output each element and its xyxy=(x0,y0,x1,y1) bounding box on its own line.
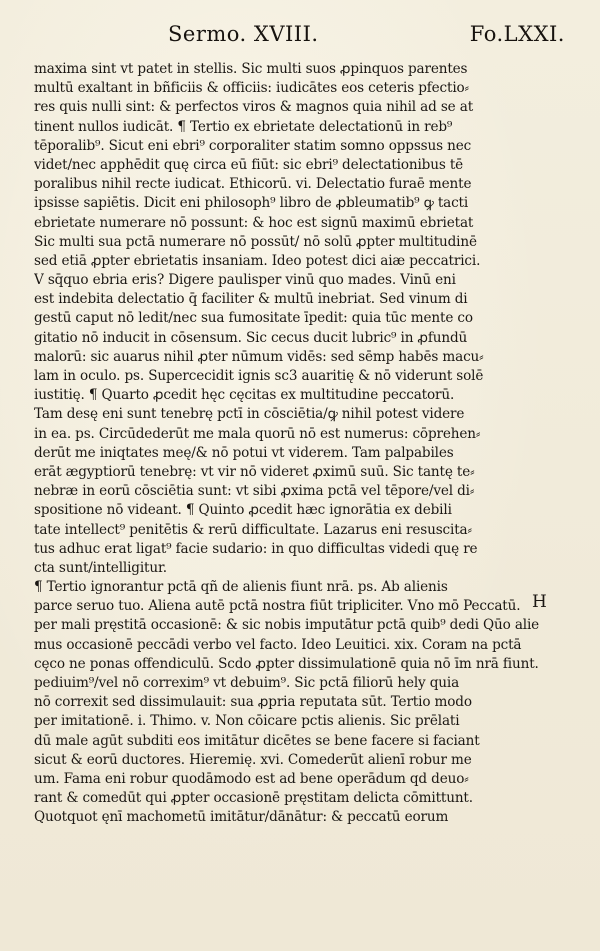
text-line: per imitationē. i. Thimo. v. Non cōicare pctis alienis. Sic prēlati xyxy=(34,713,460,730)
folio-number: Fo.LXXI. xyxy=(469,22,565,46)
text-line: mus occasionē peccādi verbo vel facto. Ideo Leuitici. xix. Coram na pctā xyxy=(34,636,522,653)
text-line: sicut & eorū ductores. Hieremię. xvi. Comederūt alienī robur me xyxy=(34,751,472,768)
page-header xyxy=(160,22,565,52)
text-line: erāt ægyptiorū tenebrę: vt vir nō videret ꝓximū suū. Sic tantę te⸗ xyxy=(34,463,475,480)
text-line: um. Fama eni robur quodāmodo est ad bene operādum qd deuo⸗ xyxy=(34,770,469,787)
text-line: spositione nō videant. ¶ Quinto ꝓcedit hæc ignorātia ex debili xyxy=(34,502,452,519)
text-line: nō correxit sed dissimulauit: sua ꝓpria reputata sūt. Tertio modo xyxy=(34,694,472,711)
text-line: in ea. ps. Circūdederūt me mala quorū nō est numerus: cōprehen⸗ xyxy=(34,425,481,442)
text-line: tinent nullos iudicāt. ¶ Tertio ex ebrietate delectationū in reb⁹ xyxy=(34,118,453,135)
text-line: tate intellect⁹ penitētis & rerū difficultate. Lazarus eni resuscita⸗ xyxy=(34,521,472,538)
text-line: ¶ Tertio ignorantur pctā qñ de alienis fiunt nrā. ps. Ab alienis xyxy=(34,579,448,596)
text-line: cęco ne ponas offendiculū. Scdo ꝓpter dissimulationē quia nō īm nrā fiunt. xyxy=(34,655,539,672)
text-line: tēporalib⁹. Sicut eni ebri⁹ corporaliter statim somno oppssus nec xyxy=(34,137,472,154)
text-line: rant & comedūt qui ꝓpter occasionē pręstitam delicta cōmittunt. xyxy=(34,790,473,807)
text-line: nebræ in eorū cōsciētia sunt: vt sibi ꝓxima pctā vel tēpore/vel di⸗ xyxy=(34,483,475,500)
text-line: cta sunt/intelligitur. xyxy=(34,559,167,576)
text-line: malorū: sic auarus nihil ꝓter nūmum vidēs: sed sēmp habēs macu⸗ xyxy=(34,348,484,365)
text-line: dū male agūt subditi eos imitātur dicētes se bene facere si faciant xyxy=(34,732,480,749)
text-line: ipsisse sapiētis. Dicit eni philosoph⁹ libro de ꝓbleumatib⁹ ꝙ tacti xyxy=(34,195,469,212)
text-line: parce seruo tuo. Aliena autē pctā nostra fiūt tripliciter. Vno mō Peccatū. xyxy=(34,598,521,615)
text-line: sed etiā ꝓpter ebrietatis insaniam. Ideo potest dici aiæ peccatrici. xyxy=(34,252,481,269)
margin-letter: H xyxy=(532,592,547,612)
text-line: ebrietate numerare nō possunt: & hoc est signū maximū ebrietat xyxy=(34,214,474,231)
text-line: res quis nulli sint: & perfectos viros & magnos quia nihil ad se at xyxy=(34,99,474,116)
text-line: iustitię. ¶ Quarto ꝓcedit hęc cęcitas ex multitudine peccatorū. xyxy=(34,387,455,404)
text-line: videt/nec apphēdit quę circa eū fiūt: sic ebri⁹ delectationibus tē xyxy=(34,156,464,173)
running-title: Sermo. XVIII. xyxy=(168,22,319,46)
text-line: Quotquot ęnī machometū imitātur/dānātur: & peccatū eorum xyxy=(34,809,449,826)
text-line: pediuim⁹/vel nō correxim⁹ vt debuim⁹. Sic pctā filiorū hely quia xyxy=(34,675,460,691)
text-line: Sic multi sua pctā numerare nō possūt/ nō solū ꝓpter multitudinē xyxy=(34,233,477,250)
text-line: gestū caput nō ledit/nec sua fumositate īpedit: quia tūc mente co xyxy=(34,310,473,327)
text-line: gitatio nō inducit in cōsensum. Sic cecus ducit lubric⁹ in ꝓfundū xyxy=(34,329,468,346)
text-line: per mali pręstitā occasionē: & sic nobis imputātur pctā quib⁹ dedi Qūo alie xyxy=(34,617,540,634)
text-line: V sq̄quo ebria eris? Digere paulisper vinū quo mades. Vinū eni xyxy=(34,272,456,289)
text-line: multū exaltant in bñficiis & officiis: iudicātes eos ceteris pfectio⸗ xyxy=(34,80,469,97)
text-line: lam in oculo. ps. Supercecidit ignis sc3 auaritię & nō viderunt solē xyxy=(34,368,484,384)
text-line: Tam desę eni sunt tenebrę pctī in cōsciētia/ꝙ nihil potest videre xyxy=(34,406,465,423)
text-line: tus adhuc erat ligat⁹ facie sudario: in quo difficultas videdi quę re xyxy=(34,540,478,557)
text-line: poralibus nihil recte iudicat. Ethicorū. vi. Delectatio furaē mente xyxy=(34,176,472,193)
text-line: derūt me iniqtates meę/& nō potui vt viderem. Tam palpabiles xyxy=(34,444,454,461)
text-block xyxy=(34,60,544,828)
text-line: est indebita delectatio q̄ faciliter & multū inebriat. Sed vinum di xyxy=(34,291,468,308)
text-line: maxima sint vt patet in stellis. Sic multi suos ꝓpinquos parentes xyxy=(34,61,468,77)
